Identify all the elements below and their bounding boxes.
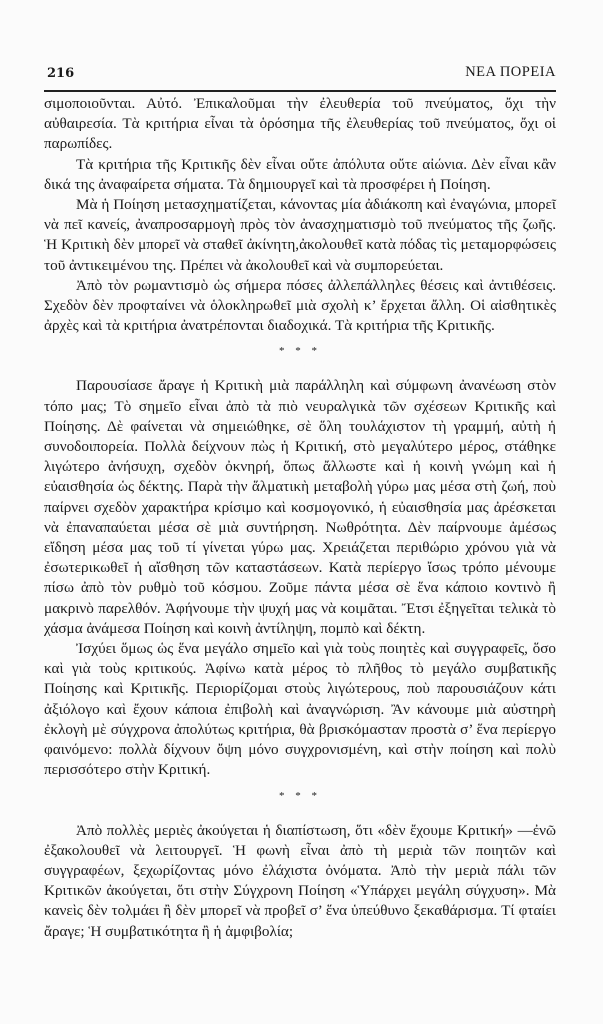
paragraph: Τὰ κριτήρια τῆς Κριτικῆς δὲν εἶναι οὔτε ἀπόλυτα οὔτε αἰώνια. Δὲν εἶναι κἂν δικά της ἀναφαίρετα σήματα. Τὰ δημιουργεῖ καὶ τὰ προσφέρει ἡ Ποίηση. xyxy=(44,155,556,193)
paragraph: Ἀπὸ πολλὲς μεριὲς ἀκούγεται ἡ διαπίστωση, ὅτι «δὲν ἔχουμε Κριτική» —ἐνῶ ἐξακολουθεῖ νὰ λειτουργεῖ. Ἡ φωνὴ εἶναι ἀπὸ τὴ μεριὰ τῶν ποιητῶν καὶ συγγραφέων, ξεχωρίζοντας μόνο ἐλάχιστα ὀνόματα. Ἀπὸ τὴν μεριὰ πάλι τῶν Κριτικῶν ἀκούγεται, ὅτι στὴν Σύγχρονη Ποίηση «Ὑπάρχει μεγάλη σύγχυση». Μὰ κανεὶς δὲν τολμάει ἢ δὲν μπορεῖ νὰ προβεῖ σ’ ἕνα ὑπεύθυνο ξεκαθάρισμα. Τί φταίει ἄραγε; Ἡ συμβατικότητα ἢ ἡ ἀμφιβολία; xyxy=(44,821,556,940)
paragraph: Μὰ ἡ Ποίηση μετασχηματίζεται, κάνοντας μία ἀδιάκοπη καὶ ἐναγώνια, μπορεῖ νὰ πεῖ κανείς, ἀναπροσαρμογὴ πρὸς τὸν ἀνασχηματισμὸ τοῦ πνεύματος τῆς ζωῆς. Ἡ Κριτικὴ δὲν μπορεῖ νὰ σταθεῖ ἀκίνητη,ἀκολουθεῖ κατὰ πόδας τὶς μεταμορφώσεις τοῦ ἀντικειμένου της. Πρέπει νὰ ἀκολουθεῖ καὶ νὰ συμπορεύεται. xyxy=(44,196,556,274)
running-title: ΝΕΑ ΠΟΡΕΙΑ xyxy=(465,64,556,80)
page-number: 216 xyxy=(47,66,75,81)
paragraph: Ἀπὸ τὸν ρωμαντισμὸ ὡς σήμερα πόσες ἀλλεπάλληλες θέσεις καὶ ἀντιθέσεις. Σχεδὸν δὲν προφταίνει νὰ ὁλοκληρωθεῖ μιὰ σχολὴ κ’ ἔρχεται ἄλλη. Οἱ αἰσθητικὲς ἀρχὲς καὶ τὰ κριτήρια ἀνατρέπονται διαδοχικά. Τὰ κριτήρια τῆς Κριτικῆς. xyxy=(44,276,556,335)
section-separator: * * * xyxy=(279,789,321,802)
section-separator: * * * xyxy=(279,345,321,358)
paragraph: Ἰσχύει ὅμως ὡς ἕνα μεγάλο σημεῖο καὶ γιὰ τοὺς ποιητὲς καὶ συγγραφεῖς, ὅσο καὶ γιὰ τοὺς κριτικούς. Ἀφίνω κατὰ μέρος τὸ πλῆθος τὸ μεγάλο συμβατικῆς Ποίησης καὶ Κριτικῆς. Περιορίζομαι στοὺς λιγώτερους, ποὺ παρουσιάζουν κάτι ἀξιόλογο καὶ ἔχουν κάποια ἐπιβολὴ καὶ ἀναγνώριση. Ἂν κάνουμε μιὰ αὐστηρὴ ἐκλογὴ μὲ σύγχρονα ἀπολύτως κριτήρια, θὰ βρισκόμασταν προστὰ σ’ ἕνα περίεργο φαινόμενο: πολλὰ δίχνουν ὄψη μόνο συγχρονισμένη, καὶ στὴν ποίηση καὶ πολὺ περισσότερο στὴν Κριτική. xyxy=(44,640,556,779)
paragraph: Παρουσίασε ἄραγε ἡ Κριτικὴ μιὰ παράλληλη καὶ σύμφωνη ἀνανέωση στὸν τόπο μας; Τὸ σημεῖο εἶναι ἀπὸ τὰ πιὸ νευραλγικὰ τῶν σχέσεων Κριτικῆς καὶ Ποίησης. Δὲ φαίνεται νὰ σημειώθηκε, σὲ ὅλη τουλάχιστον τὴ γραμμή, αὐτὴ ἡ συνοδοιπορεία. Πολλὰ δείχνουν πὼς ἡ Κριτική, στὸ μεγαλύτερο μέρος, στάθηκε λιγώτερο ἀνήσυχη, σχεδὸν ὀκνηρή, ὅπως ἄλλωστε καὶ ἡ κοινὴ γνώμη καὶ ἡ εὐαισθησία ὡς δέκτης. Παρὰ τὴν ἅλματικὴ μεταβολὴ γύρω μας μέσα στὴ ζωή, ποὺ παίρνει σχεδὸν χαρακτήρα κρίσιμο καὶ κοσμογονικό, ἡ εὐαισθησία μας ἀρέσκεται νὰ ἐπαναπαύεται μέσα σὲ μιὰ συντήρηση. Νωθρότητα. Δὲν παίρνουμε ἀμέσως εἴδηση μέσα μας τοῦ τί γίνεται γύρω μας. Χρειάζεται περιθώριο χρόνου γιὰ νὰ ἐσωτερικωθεῖ ἡ αἴσθηση τῶν καταστάσεων. Κατὰ περίεργο ἴσως τρόπο μένουμε πίσω ἀπὸ τὸν ρυθμὸ τοῦ κόσμου. Ζοῦμε πάντα μέσα σὲ ἕνα κάποιο κοντινὸ ἢ μακρινὸ παρελθόν. Ἀφήνουμε τὴν ψυχή μας νὰ κοιμᾶται. Ἔτσι ἐξηγεῖται τελικὰ τὸ χάσμα ἀνάμεσα Ποίηση καὶ κοινὴ ἀντίληψη, πομπὸ καὶ δέκτη. xyxy=(44,377,556,637)
article-body xyxy=(44,94,556,942)
page-header xyxy=(44,64,556,92)
paragraph-continued: σιμοποιοῦνται. Αὐτό. Ἐπικαλοῦμαι τὴν ἐλευθερία τοῦ πνεύματος, ὄχι τὴν αὐθαιρεσία. Τὰ κριτήρια εἶναι τὰ ὁρόσημα τῆς ἐλευθερίας τοῦ πνεύματος, ὄχι οἱ παρωπίδες. xyxy=(44,95,556,153)
